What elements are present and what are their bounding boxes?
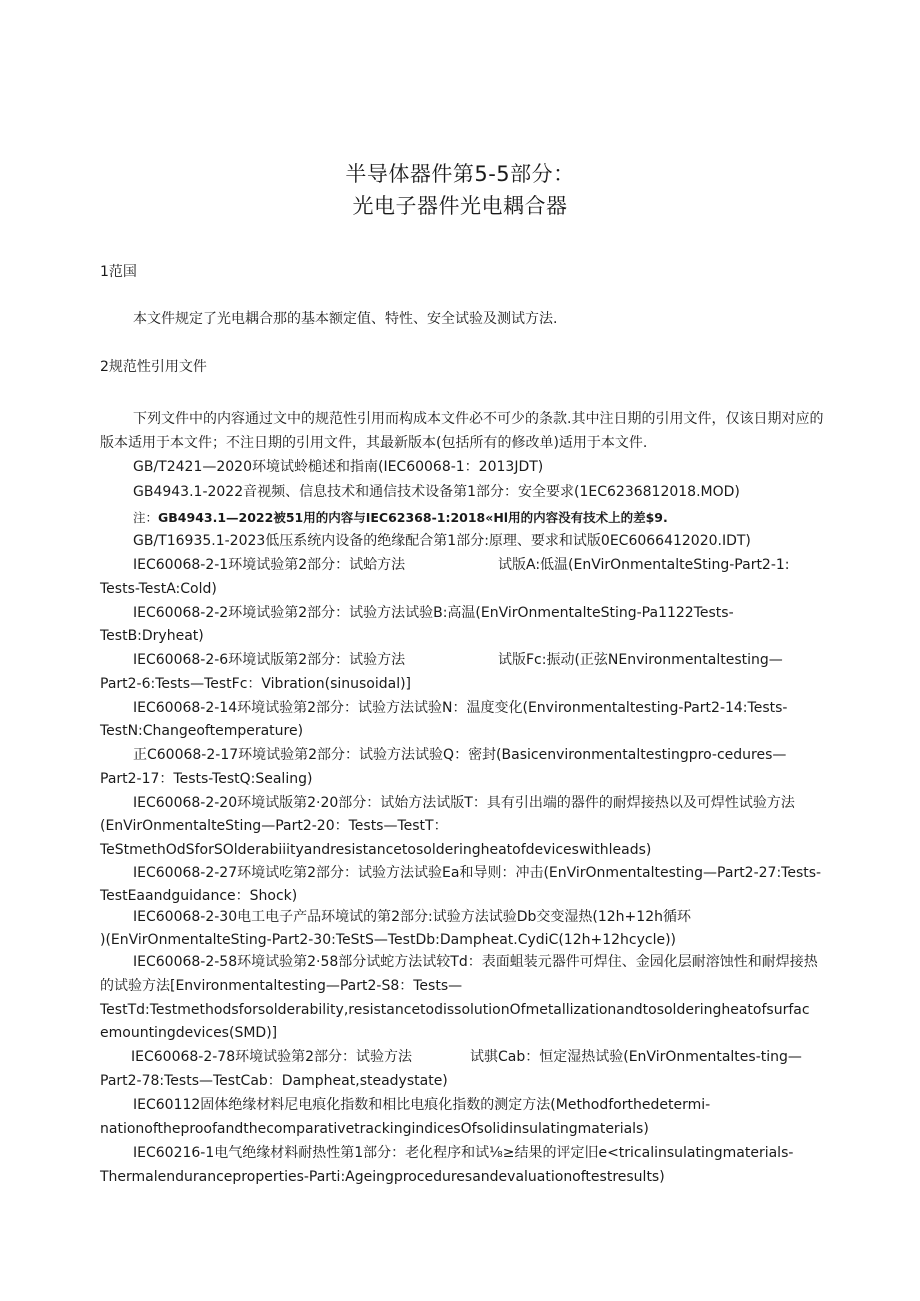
reference-iec60068-2-14-part-a: IEC60068-2-14环境试验第2部分：试验方法试验N：温度变化(Environmentaltesting-Part2-14:Tests-: [133, 700, 788, 716]
reference-iec60112-part-b: nationoftheproofandthecomparativetrackingindicesOfsolidinsulatingmaterials): [100, 1121, 649, 1137]
reference-iec60068-2-20-part-c: TeStmethOdSforSOlderabiiityandresistancetosolderingheatofdeviceswithleads): [100, 842, 652, 858]
reference-gb-t16935: GB/T16935.1-2023低压系统内设备的绝缘配合第1部分:原理、要求和试版0EC6066412020.IDT): [133, 533, 751, 549]
note-prefix: 注：: [133, 510, 159, 525]
references-intro-line-1: 下列文件中的内容通过文中的规范性引用而构成本文件必不可少的条款.其中注日期的引用文件，仅该日期对应的: [133, 411, 824, 427]
reference-iec60068-2-14-part-b: TestN:Changeoftemperature): [100, 723, 304, 739]
reference-iec60068-2-30-part-a: IEC60068-2-30电工电子产品环境试的第2部分:试验方法试验Db交变湿热(12h+12h循环: [133, 909, 691, 925]
reference-iec60068-2-78-part-b: 试骐Cab：恒定湿热试验(EnVirOnmentaltes-ting—: [470, 1049, 802, 1065]
note-body: GB4943.1—2022被51用的内容与IEC62368-1:2018«Hl用的内容没有技术上的差$9.: [158, 510, 668, 525]
reference-iec60068-2-6-part-a: IEC60068-2-6环境试版第2部分：试验方法: [133, 652, 406, 668]
reference-iec60068-2-1-part-c: Tests-TestA:Cold): [100, 581, 217, 597]
reference-iec60068-2-6-part-b: 试版Fc:振动(正弦NEnvironmentaltesting—: [498, 652, 783, 668]
reference-iec60068-2-58-part-d: emountingdevices(SMD)]: [100, 1025, 278, 1041]
reference-iec60068-2-27-part-b: TestEaandguidance：Shock): [100, 888, 298, 904]
reference-iec60112-part-a: IEC60112固体绝缘材料尼电痕化指数和相比电痕化指数的测定方法(Methodforthedetermi-: [133, 1097, 711, 1113]
section-heading-scope: 1范国: [100, 264, 137, 280]
document-title-line-1: 半导体器件第5-5部分：: [345, 162, 575, 186]
reference-iec60068-2-27-part-a: IEC60068-2-27环境试吃第2部分：试验方法试验Ea和导则：冲击(EnVirOnmentaltesting—Part2-27:Tests-: [133, 865, 822, 881]
reference-iec60068-2-78-part-a: IEC60068-2-78环境试验第2部分：试验方法: [131, 1049, 413, 1065]
document-title-line-2: 光电子器件光电耦合器: [352, 194, 568, 218]
scope-text: 本文件规定了光电耦合那的基本额定值、特性、安全试验及测试方法.: [133, 311, 558, 327]
reference-note: [133, 509, 668, 527]
reference-iec60068-2-17-part-a: 正C60068-2-17环境试验第2部分：试验方法试验Q：密封(Basicenvironmentaltestingpro-cedures—: [133, 747, 787, 763]
reference-iec60068-2-6-part-c: Part2-6:Tests—TestFc：Vibration(sinusoidal)]: [100, 676, 412, 692]
reference-iec60068-2-30-part-b: )(EnVirOnmentalteSting-Part2-30:TeStS—TestDb:Dampheat.CydiC(12h+12hcycle)): [100, 932, 677, 948]
section-heading-references: 2规范性引用文件: [100, 359, 207, 375]
reference-iec60068-2-17-part-b: Part2-17：Tests-TestQ:Sealing): [100, 771, 313, 787]
reference-iec60068-2-20-part-b: (EnVirOnmentalteSting—Part2-20：Tests—TestT：: [100, 818, 448, 834]
reference-gb4943: GB4943.1-2022音视频、信息技术和通信技术设备第1部分：安全要求(1EC6236812018.MOD): [133, 484, 740, 500]
reference-iec60216-1-part-a: IEC60216-1电气绝缘材料耐热性第1部分：老化程序和试⅛≥结果的评定旧e<tricalinsulatingmaterials-: [133, 1145, 794, 1161]
reference-iec60068-2-1-part-b: 试版A:低温(EnVirOnmentalteSting-Part2-1:: [498, 557, 790, 573]
reference-iec60068-2-58-part-c: TestTd:Testmethodsforsolderability,resistancetodissolutionOfmetallizationandtosolderingheatofsurfac: [100, 1002, 810, 1018]
reference-iec60068-2-1-part-a: IEC60068-2-1环境试验第2部分：试蛤方法: [133, 557, 406, 573]
references-intro-line-2: 版本适用于本文件；不注日期的引用文件，其最新版本(包括所有的修改单)适用于本文件.: [100, 435, 648, 451]
reference-iec60068-2-78-part-c: Part2-78:Tests—TestCab：Dampheat,steadystate): [100, 1073, 448, 1089]
reference-gb-t2421: GB/T2421—2020环境试蛉槌述和指南(IEC60068-1：2013JDT): [133, 459, 544, 475]
reference-iec60068-2-2-part-a: IEC60068-2-2环境试验第2部分：试验方法试验B:高温(EnVirOnmentalteSting-Pa1122Tests-: [133, 605, 734, 621]
reference-iec60068-2-58-part-b: 的试验方法[Environmentaltesting—Part2-S8：Tests—: [100, 978, 463, 994]
reference-iec60068-2-2-part-b: TestB:Dryheat): [100, 628, 204, 644]
reference-iec60216-1-part-b: Thermalenduranceproperties-Parti:Ageingproceduresandevaluationoftestresults): [100, 1169, 665, 1185]
reference-iec60068-2-58-part-a: IEC60068-2-58环境试验第2·58部分试蛇方法试较Td：表面蛆装元器件可焊住、金园化层耐溶蚀性和耐焊接热: [133, 954, 818, 970]
reference-iec60068-2-20-part-a: IEC60068-2-20环境试版第2·20部分：试始方法试版T：具有引出端的器件的耐焊接热以及可焊性试验方法: [133, 795, 795, 811]
